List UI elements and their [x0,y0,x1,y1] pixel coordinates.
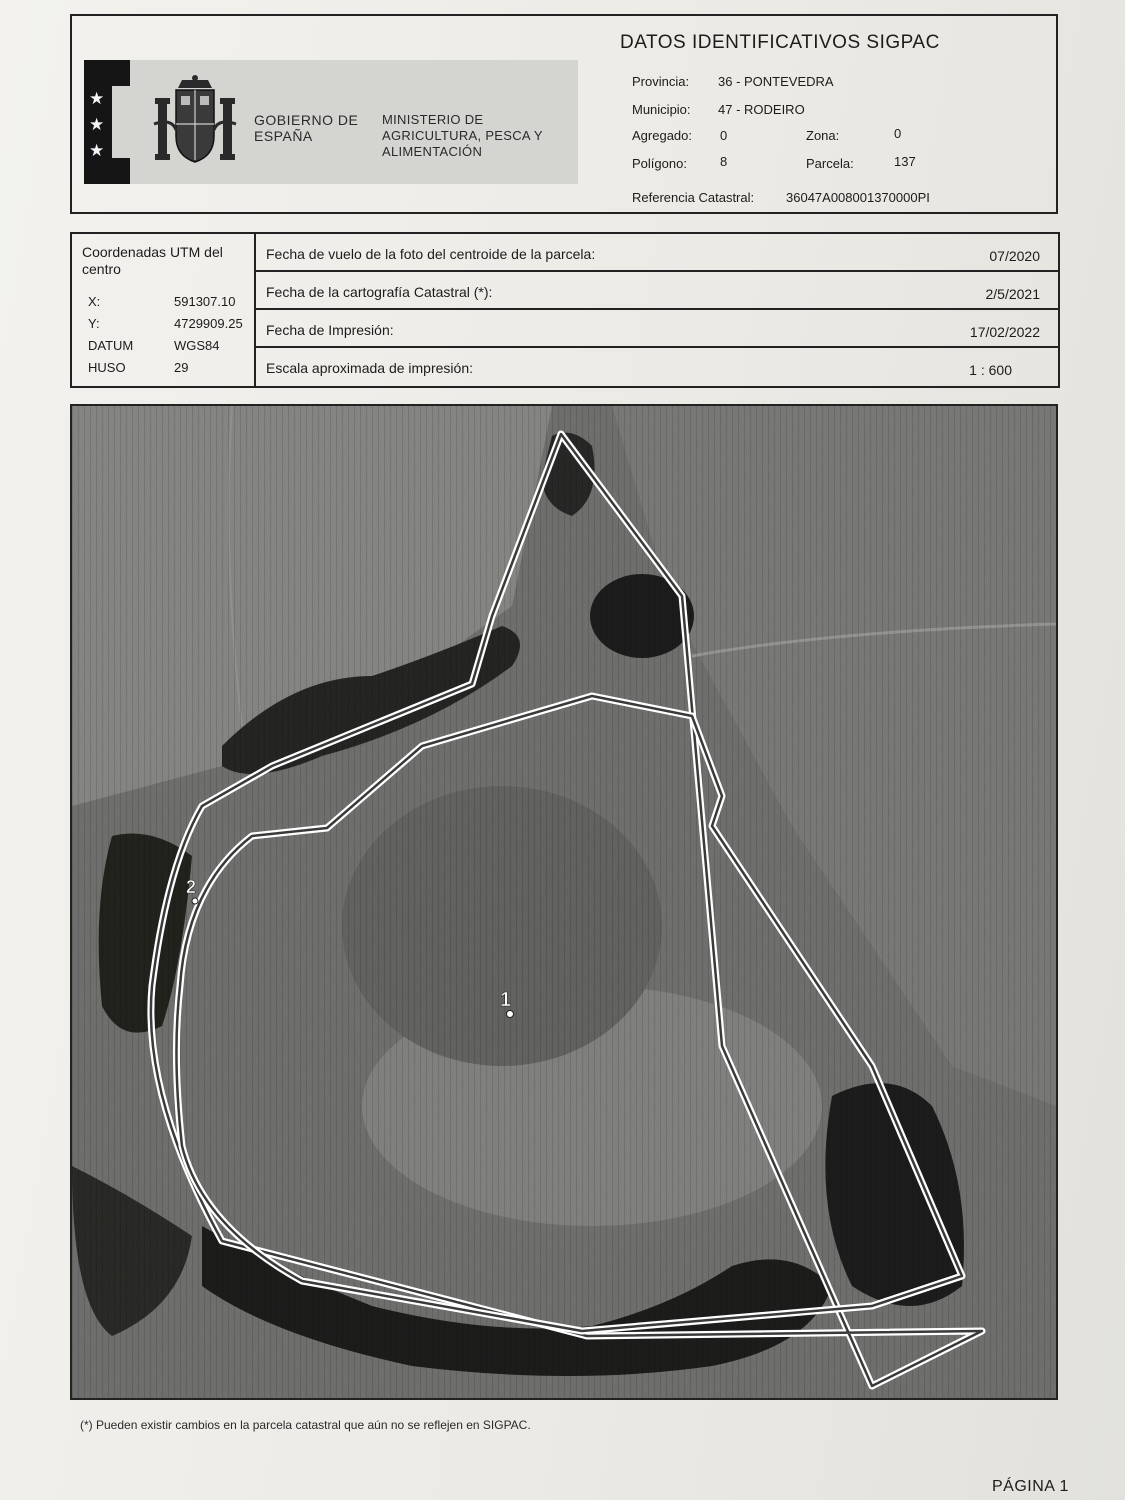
parcela-value: 137 [894,154,916,169]
parcela-label: Parcela: [806,156,854,171]
utm-datum-value: WGS84 [174,338,220,353]
print-scale-label: Escala aproximada de impresión: [266,360,473,376]
referencia-value: 36047A008001370000PI [786,190,930,205]
municipio-label: Municipio: [632,102,691,117]
print-date-row [256,310,1060,348]
cadastral-date-row [256,272,1060,310]
referencia-label: Referencia Catastral: [632,190,755,205]
agregado-value: 0 [720,128,728,143]
print-scale-row [256,348,1060,386]
poligono-value: 8 [720,154,728,169]
provincia-value: 36 - PONTEVEDRA [718,74,834,89]
print-scale-value: 1 : 600 [969,362,1012,378]
cadastral-date-value: 2/5/2021 [985,286,1040,302]
star-icon: ★ [89,89,105,108]
enclosure-1-centroid [507,1011,514,1018]
poligono-label: Polígono: [632,156,687,171]
utm-x-label: X: [88,294,101,309]
info-table [70,232,1060,388]
print-date-value: 17/02/2022 [969,324,1040,340]
agregado-label: Agregado: [632,128,692,143]
page-number: PÁGINA 1 [992,1478,1069,1495]
government-logo [84,60,578,184]
flight-date-row [256,234,1060,272]
coat-of-arms-icon [152,74,238,174]
zona-label: Zona: [806,128,840,143]
provincia-label: Provincia: [632,74,690,89]
aerial-map [70,404,1058,1400]
government-name: GOBIERNO DE ESPAÑA [254,112,359,144]
sigpac-title: DATOS IDENTIFICATIVOS SIGPAC [620,32,940,53]
utm-coordinates [72,234,256,386]
utm-huso-value: 29 [174,360,189,375]
aerial-photo [72,406,1056,1398]
zona-value: 0 [894,126,902,141]
star-icon: ★ [89,115,105,134]
utm-y-label: Y: [88,316,100,331]
flight-date-label: Fecha de vuelo de la foto del centroide de la parcela: [266,246,596,262]
cadastral-date-label: Fecha de la cartografía Catastral (*): [266,284,493,300]
municipio-value: 47 - RODEIRO [718,102,805,117]
enclosure-1-label: 1 [500,989,512,1011]
utm-datum-label: DATUM [88,338,134,353]
utm-title: Coordenadas UTM del centro [82,244,223,277]
print-date-label: Fecha de Impresión: [266,322,394,338]
ministry-name: MINISTERIO DE AGRICULTURA, PESCA Y ALIMENTACIÓN [382,112,543,159]
enclosure-2-centroid [192,898,198,904]
footnote: (*) Pueden existir cambios en la parcela catastral que aún no se reflejen en SIGPAC. [80,1418,531,1432]
utm-huso-label: HUSO [88,360,126,375]
enclosure-2-label: 2 [186,877,197,897]
utm-x-value: 591307.10 [174,294,236,309]
flight-date-value: 07/2020 [989,248,1040,264]
star-icon: ★ [89,141,105,160]
header-box [70,14,1058,214]
utm-y-value: 4729909.25 [174,316,243,331]
